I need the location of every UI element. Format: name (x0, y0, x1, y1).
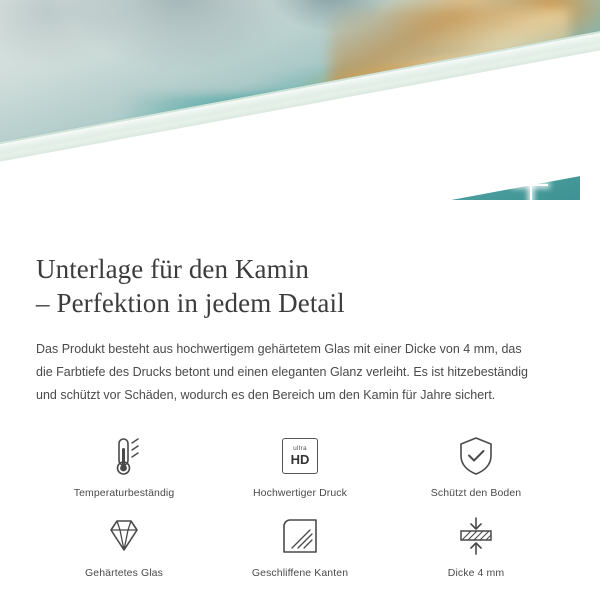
diamond-icon (101, 513, 147, 559)
feature-label: Temperaturbeständig (73, 487, 175, 499)
feature-label: Gehärtetes Glas (85, 567, 163, 579)
shield-check-icon (454, 433, 498, 479)
feature-item-thickness (388, 513, 564, 579)
feature-item-temperature (36, 433, 212, 499)
hero-right-mask (580, 120, 600, 218)
feature-label: Hochwertiger Druck (253, 487, 347, 499)
feature-label: Dicke 4 mm (447, 567, 505, 579)
hero-image (0, 0, 600, 218)
ultra-hd-icon (282, 433, 318, 479)
feature-item-print-quality (212, 433, 388, 499)
feature-item-polished-edges (212, 513, 388, 579)
thickness-icon (454, 513, 498, 559)
description-paragraph: Das Produkt besteht aus hochwertigem gehärtetem Glas mit einer Dicke von 4 mm, das die Farbtiefe des Drucks betont und einen eleganten Glanz verleiht. Es ist hitzebeständig und schützt vor Schäden, wodurch es den Bereich um den Kamin für Jahre sichert. (36, 342, 528, 402)
thermometer-icon (101, 433, 147, 479)
feature-grid (36, 433, 564, 579)
feature-item-tempered-glass (36, 513, 212, 579)
polished-edges-icon (280, 513, 320, 559)
headline-line-1: Unterlage für den Kamin (36, 254, 309, 284)
feature-label: Geschliffene Kanten (251, 567, 349, 579)
feature-label: Schützt den Boden (430, 487, 522, 499)
page-title (36, 252, 564, 320)
feature-item-floor-protection (388, 433, 564, 499)
ultra-hd-badge-top: ultra (293, 444, 307, 452)
headline-line-2: – Perfektion in jedem Detail (36, 288, 345, 318)
content-area (0, 218, 600, 579)
ultra-hd-badge-main: HD (290, 452, 310, 468)
